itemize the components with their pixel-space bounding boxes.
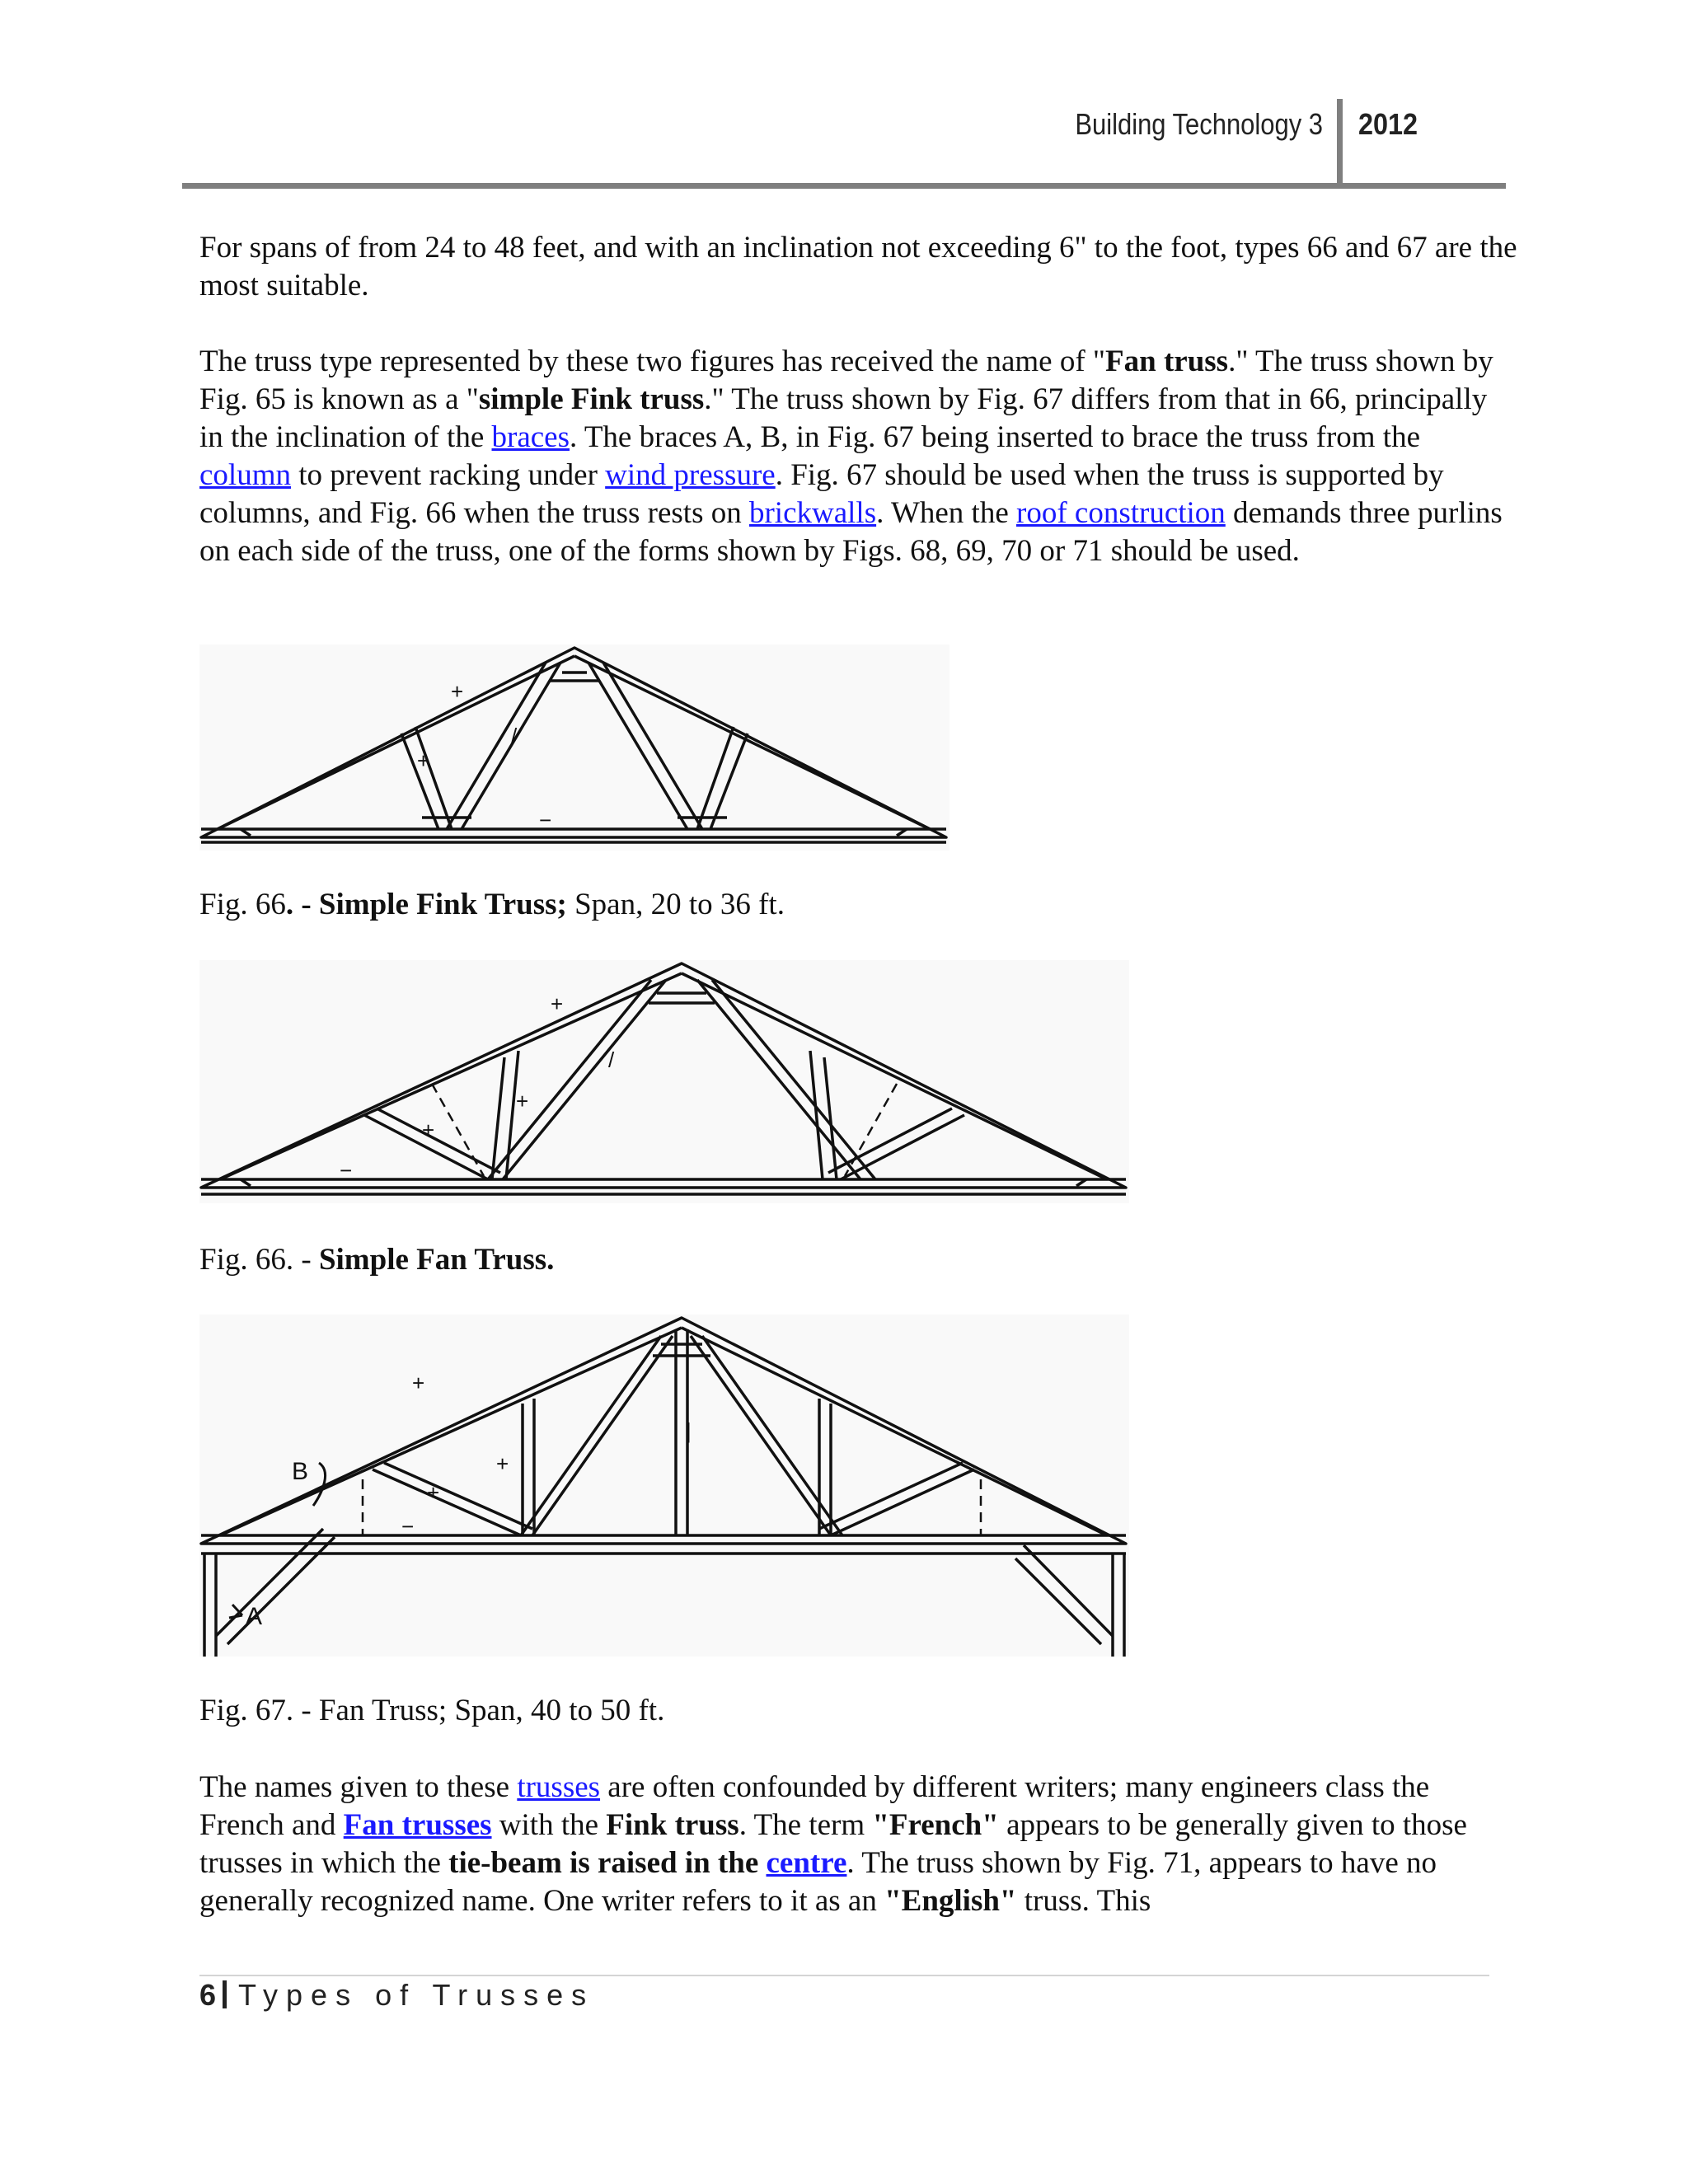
page-number: 6 [199, 1978, 217, 2012]
brace-label-a: A [246, 1603, 263, 1630]
stress-mark: − [340, 1158, 353, 1183]
text-run: ." The truss shown by Fig. 65 is known as a " [199, 344, 1493, 416]
link-centre[interactable]: centre [766, 1846, 847, 1880]
text-run: are often confounded by different writers; many engineers class the French and [199, 1770, 1430, 1842]
running-header-year: 2012 [1358, 107, 1418, 141]
footer-rule [199, 1975, 1489, 1976]
caption-title: . - Simple Fink Truss; [285, 888, 567, 921]
text-run: . The term [738, 1808, 873, 1842]
stress-mark: + [451, 679, 464, 704]
stress-mark: − [401, 1514, 415, 1539]
text-run: ." The truss shown by Fig. 67 differs from that in 66, principally in the inclination of the [199, 382, 1488, 454]
stress-mark: + [496, 1451, 509, 1476]
running-header-title: Building Technology 3 [1075, 107, 1323, 141]
text-run: demands three purlins on each side of the truss, one of the forms shown by Figs. 68, 69, 70 or 71 should be used. [199, 496, 1503, 568]
footer-section-title: Types of Trusses [238, 1978, 595, 2012]
page-footer [199, 1978, 594, 2013]
stress-mark: + [551, 991, 564, 1016]
stress-mark: + [516, 1089, 529, 1113]
stress-mark: | [686, 1418, 692, 1443]
stress-mark: / [511, 724, 518, 748]
truss-types-paragraph [199, 343, 1518, 570]
caption-title: Simple Fan Truss. [318, 1243, 555, 1277]
caption-label: Fig. 66. - [199, 1243, 319, 1277]
caption-label: Fig. 66 [199, 888, 286, 921]
caption-fig-67: Fig. 67. - Fan Truss; Span, 40 to 50 ft. [199, 1694, 665, 1727]
text-run: truss. This [1016, 1884, 1151, 1918]
header-divider [1337, 99, 1343, 183]
text-run: . Fig. 67 should be used when the truss is supported by columns, and Fig. 66 when the truss rests on [199, 458, 1444, 530]
link-roof-construction[interactable]: roof construction [1016, 496, 1226, 530]
stress-mark: − [539, 808, 552, 832]
link-fan-trusses[interactable]: Fan trusses [343, 1808, 492, 1842]
text-run: . When the [876, 496, 1016, 530]
stress-mark: + [412, 1371, 425, 1395]
figure-simple-fink-truss [199, 644, 950, 851]
brace-label-b: B [292, 1458, 309, 1485]
text-run: The truss type represented by these two figures has received the name of " [199, 344, 1106, 378]
truss-names-paragraph [199, 1769, 1518, 1920]
text-run: . The truss shown by Fig. 71, appears to have no generally recognized name. One writer refers to it as an [199, 1846, 1437, 1918]
text-run: to prevent racking under [290, 458, 606, 492]
fink-truss-drawing [199, 644, 950, 851]
stress-mark: + [417, 748, 430, 773]
bold-tie-beam: tie-beam is raised in the [448, 1846, 767, 1880]
intro-paragraph: For spans of from 24 to 48 feet, and with an inclination not exceeding 6" to the foot, types 66 and 67 are the most suitable. [199, 231, 1517, 302]
link-braces[interactable]: braces [491, 420, 570, 454]
bold-french: "French" [872, 1808, 999, 1842]
text-run: appears to be generally given to those trusses in which the [199, 1808, 1467, 1880]
link-trusses[interactable]: trusses [517, 1770, 601, 1804]
bold-english: "English" [884, 1884, 1017, 1918]
fan-truss-drawing [199, 960, 1129, 1203]
caption-span: Span, 20 to 36 ft. [566, 888, 785, 921]
stress-mark: + [427, 1480, 440, 1505]
bold-fan-truss: Fan truss [1105, 344, 1229, 378]
stress-mark: + [422, 1118, 435, 1142]
bold-simple-fink-truss: simple Fink truss [478, 382, 705, 416]
caption-fig-66-fan [199, 1241, 554, 1279]
link-column[interactable]: column [199, 458, 291, 492]
figure-fan-truss-columns [199, 1315, 1129, 1657]
text-run: . The braces A, B, in Fig. 67 being inserted to brace the truss from the [570, 420, 1421, 454]
text-run: The names given to these [199, 1770, 518, 1804]
caption-fig-66-fink [199, 886, 785, 924]
text-run: with the [491, 1808, 607, 1842]
footer-separator [223, 1980, 227, 2008]
fan-truss-column-drawing [199, 1315, 1129, 1657]
stress-mark: / [608, 1047, 615, 1072]
figure-simple-fan-truss [199, 960, 1129, 1203]
bold-fink-truss: Fink truss [606, 1808, 739, 1842]
header-rule [182, 183, 1506, 189]
link-wind-pressure[interactable]: wind pressure [605, 458, 776, 492]
link-brickwalls[interactable]: brickwalls [748, 496, 877, 530]
